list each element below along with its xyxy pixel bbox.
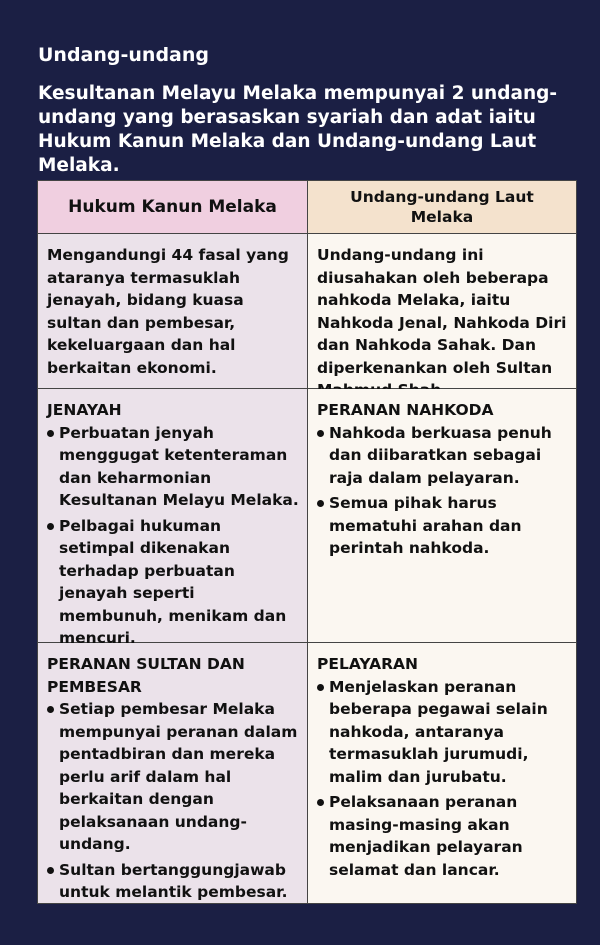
overview-text-right: Undang-undang ini diusahakan oleh beberapa nahkoda Melaka, iaitu Nahkoda Jenal, Nahkoda Diri dan Nahkoda Sahak. Dan diperkenankan oleh Sultan [317, 246, 567, 377]
list-item: Menjelaskan peranan beberapa pegawai selain nahkoda, antaranya termasuklah jurumudi, malim dan jurubatu. [317, 676, 568, 789]
list-item: Pelbagai hukuman setimpal dikenakan terhadap perbuatan jenayah seperti membunuh, menikam dan mencuri. [47, 515, 299, 650]
cell-undang-laut-overview [308, 234, 576, 388]
page-heading: Undang-undang [38, 44, 209, 66]
cell-peranan-nahkoda [308, 389, 576, 642]
cell-hukum-kanun-overview [38, 234, 308, 388]
section-title-peranan-nahkoda: PERANAN NAHKODA [317, 401, 494, 419]
list-item: Setiap pembesar Melaka mempunyai peranan dalam pentadbiran dan mereka perlu arif dalam hal berkaitan dengan pelaksanaan undang-undang. [47, 698, 299, 856]
list-item: Sultan bertanggungjawab untuk melantik pembesar. [47, 859, 299, 904]
table-row-section-2 [38, 389, 576, 647]
list-item: Pelaksanaan peranan masing-masing akan menjadikan pelayaran selamat dan lancar. [317, 791, 568, 881]
pelayaran-list [317, 676, 568, 882]
table-header-row [38, 181, 576, 234]
cell-peranan-sultan [38, 643, 308, 903]
header-undang-laut: Undang-undang Laut Melaka [308, 181, 576, 233]
overview-text-left: Mengandungi 44 fasal yang ataranya termasuklah jenayah, bidang kuasa sultan dan pembesar, kekeluargaan dan hal berkaitan ekonomi. [47, 246, 289, 377]
jenayah-list [47, 422, 299, 650]
intro-paragraph: Kesultanan Melayu Melaka mempunyai 2 undang-undang yang berasaskan syariah dan adat iaitu Hukum Kanun Melaka dan Undang-undang Laut Melaka. [38, 83, 558, 176]
section-title-peranan-sultan: PERANAN SULTAN DAN PEMBESAR [47, 655, 245, 696]
peranan-nahkoda-list [317, 422, 568, 560]
section-title-jenayah: JENAYAH [47, 401, 122, 419]
list-item: Nahkoda berkuasa penuh dan diibaratkan sebagai raja dalam pelayaran. [317, 422, 568, 490]
peranan-sultan-list [47, 698, 299, 904]
list-item: Perbuatan jenyah menggugat ketenteraman dan keharmonian Kesultanan Melayu Melaka. [47, 422, 299, 512]
comparison-table [37, 180, 577, 904]
table-row-overview [38, 234, 576, 389]
table-row-section-3 [38, 643, 576, 903]
list-item: Semua pihak harus mematuhi arahan dan perintah nahkoda. [317, 492, 568, 560]
header-hukum-kanun: Hukum Kanun Melaka [38, 181, 308, 233]
cell-jenayah [38, 389, 308, 647]
cell-pelayaran [308, 643, 576, 903]
section-title-pelayaran: PELAYARAN [317, 655, 418, 673]
